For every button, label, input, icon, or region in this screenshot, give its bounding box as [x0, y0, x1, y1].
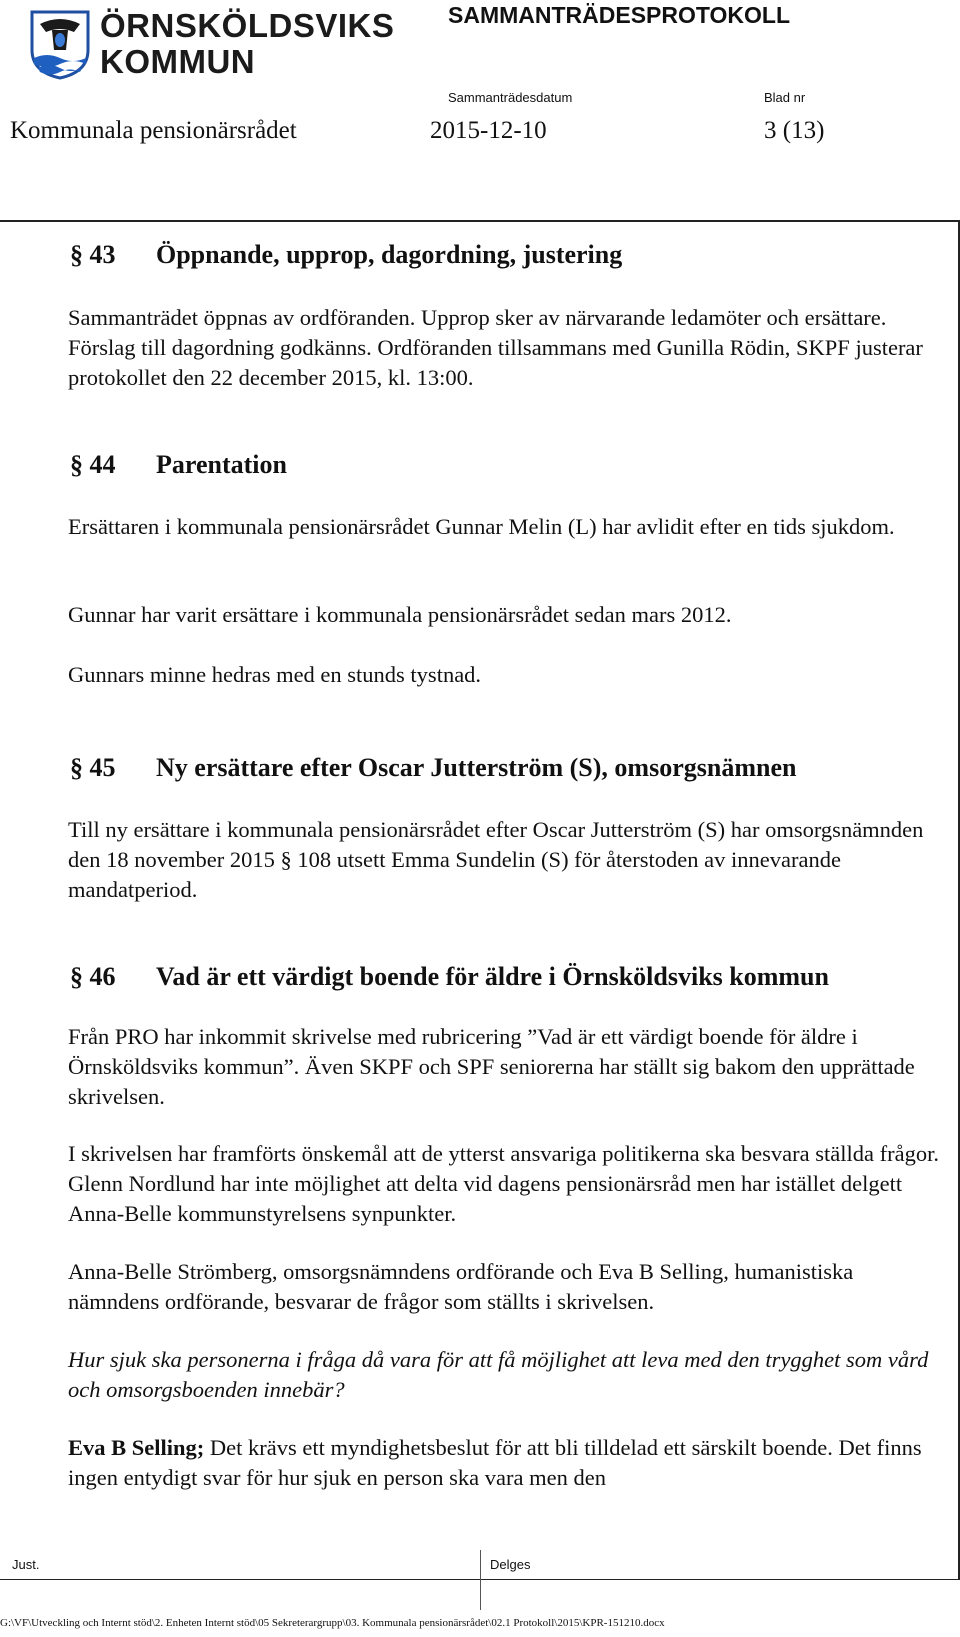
- section-43-heading: [70, 240, 622, 270]
- meeting-date: 2015-12-10: [430, 117, 547, 144]
- date-label: Sammanträdesdatum: [448, 90, 573, 105]
- page-label: Blad nr: [764, 90, 806, 105]
- municipality-name-line1: ÖRNSKÖLDSVIKS: [100, 7, 395, 44]
- document-type: SAMMANTRÄDESPROTOKOLL: [448, 2, 791, 28]
- section-46-heading: [70, 962, 829, 992]
- section-44-paragraph-1: Ersättaren i kommunala pensionärsrådet Gunnar Melin (L) har avlidit efter en tids sjukdom.: [68, 514, 895, 539]
- section-number: § 45: [70, 753, 116, 782]
- just-label: Just.: [12, 1557, 40, 1572]
- municipality-name-line2: KOMMUN: [100, 43, 256, 80]
- footer-divider: [480, 1550, 481, 1610]
- section-43-paragraph: Sammanträdet öppnas av ordföranden. Upprop sker av närvarande ledamöter och ersättare. Förslag till dagordning godkänns. Ordföranden tillsammans med Gunilla Rödin, SKPF justerar protokollet den 22 december 2015, kl. 13:00.: [68, 305, 923, 390]
- file-path: G:\VF\Utveckling och Internt stöd\2. Enheten Internt stöd\05 Sekreterargrupp\03. Kommunala pensionärsrådet\02.1 Protokoll\2015\KPR-151210.docx: [0, 1617, 665, 1629]
- section-number: § 44: [70, 450, 116, 479]
- body-name: Kommunala pensionärsrådet: [10, 117, 297, 144]
- section-46-paragraph-3: Anna-Belle Strömberg, omsorgsnämndens ordförande och Eva B Selling, humanistiska nämndens ordförande, besvarar de frågor som ställts i skrivelsen.: [68, 1259, 854, 1314]
- section-title: Ny ersättare efter Oscar Jutterström (S), omsorgsnämnen: [156, 753, 797, 782]
- coat-of-arms-icon: [30, 10, 90, 80]
- speaker-name: Eva B Selling;: [68, 1435, 205, 1460]
- speaker-text: Det krävs ett myndighetsbeslut för att bli tilldelad ett särskilt boende. Det finns ingen entydigt svar för hur sjuk en person ska vara men den: [68, 1435, 922, 1490]
- section-44-heading: [70, 450, 287, 480]
- section-45-heading: [70, 753, 796, 783]
- section-44-paragraph-2: Gunnar har varit ersättare i kommunala pensionärsrådet sedan mars 2012.: [68, 602, 732, 627]
- delges-label: Delges: [490, 1557, 531, 1572]
- municipality-wordmark: [100, 8, 394, 80]
- section-title: Parentation: [156, 450, 287, 479]
- section-44-paragraph-3: Gunnars minne hedras med en stunds tystnad.: [68, 662, 482, 687]
- section-title: Öppnande, upprop, dagordning, justering: [156, 240, 623, 269]
- section-number: § 43: [70, 240, 116, 269]
- section-46-paragraph-1: Från PRO har inkommit skrivelse med rubricering ”Vad är ett värdigt boende för äldre i Örnsköldsviks kommun”. Även SKPF och SPF seniorerna har ställt sig bakom den upprättade skrivelsen.: [68, 1024, 915, 1109]
- section-46-answer: [68, 1433, 948, 1493]
- section-46-paragraph-2: I skrivelsen har framförts önskemål att de ytterst ansvariga politikerna ska besvara ställda frågor. Glenn Nordlund har inte möjlighet att delta vid dagens pensionärsråd men har istället delgett Anna-Belle kommunstyrelsens synpunkter.: [68, 1141, 939, 1226]
- section-45-paragraph: Till ny ersättare i kommunala pensionärsrådet efter Oscar Jutterström (S) har omsorgsnämnden den 18 november 2015 § 108 utsett Emma Sundelin (S) för återstoden av innevarande mandatperiod.: [68, 817, 924, 902]
- section-title: Vad är ett värdigt boende för äldre i Örnsköldsviks kommun: [156, 962, 829, 991]
- section-46-question: Hur sjuk ska personerna i fråga då vara för att få möjlighet att leva med den trygghet som vård och omsorgsboenden innebär?: [68, 1347, 929, 1402]
- page-number: 3 (13): [764, 117, 825, 144]
- section-number: § 46: [70, 962, 116, 991]
